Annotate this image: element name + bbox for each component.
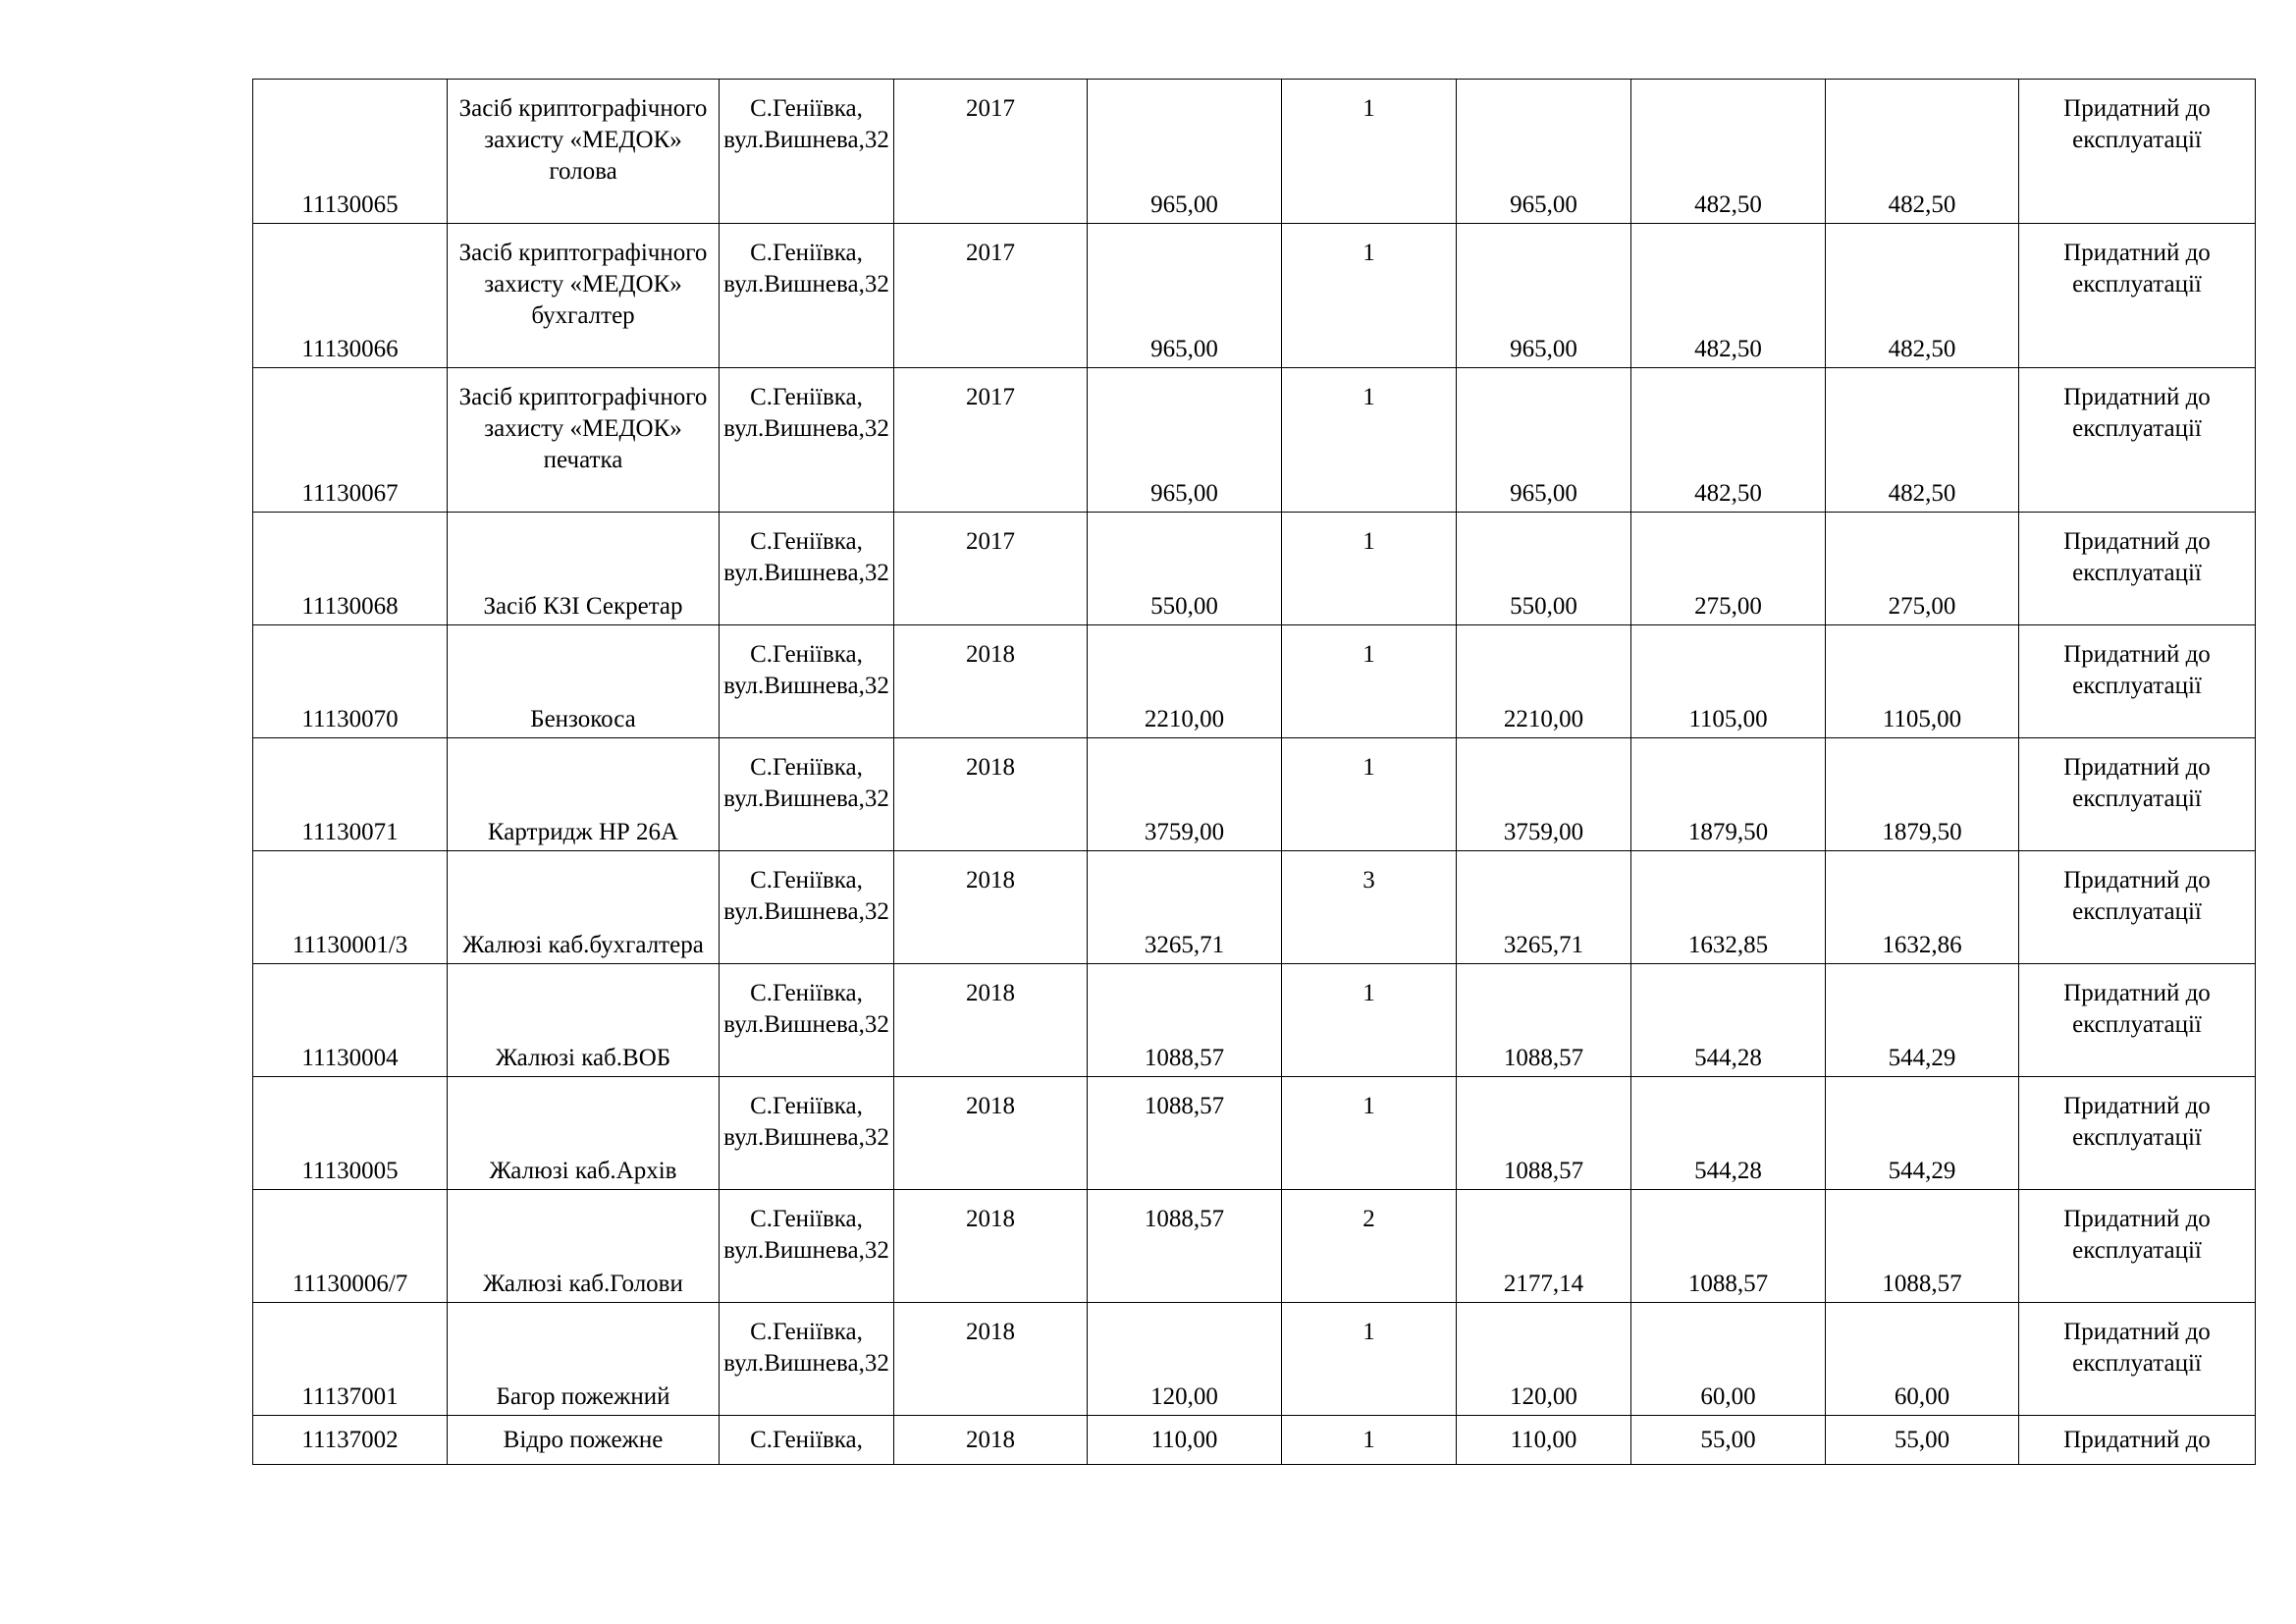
- year-cell: 2017: [894, 513, 1088, 625]
- year-cell: 2017: [894, 80, 1088, 224]
- condition-status-cell: Придатний до експлуатації: [2019, 1190, 2256, 1303]
- address-cell: С.Геніївка, вул.Вишнева,32: [720, 964, 894, 1077]
- year-cell: 2018: [894, 1416, 1088, 1465]
- total-value-cell: 3759,00: [1457, 738, 1631, 851]
- condition-status-cell: Придатний до експлуатації: [2019, 1303, 2256, 1416]
- year-cell: 2018: [894, 1190, 1088, 1303]
- table-row: [253, 738, 2256, 851]
- total-value-cell: 1088,57: [1457, 964, 1631, 1077]
- condition-status-cell: Придатний до експлуатації: [2019, 80, 2256, 224]
- depreciation-cell: 482,50: [1631, 80, 1826, 224]
- address-cell: С.Геніївка, вул.Вишнева,32: [720, 368, 894, 513]
- unit-price-cell: 3759,00: [1088, 738, 1282, 851]
- item-name-cell: Багор пожежний: [448, 1303, 720, 1416]
- address-cell: С.Геніївка, вул.Вишнева,32: [720, 1077, 894, 1190]
- inventory-number-cell: 11130005: [253, 1077, 448, 1190]
- address-cell: С.Геніївка, вул.Вишнева,32: [720, 1303, 894, 1416]
- year-cell: 2017: [894, 368, 1088, 513]
- unit-price-cell: 110,00: [1088, 1416, 1282, 1465]
- total-value-cell: 965,00: [1457, 224, 1631, 368]
- address-cell: С.Геніївка,: [720, 1416, 894, 1465]
- item-name-cell: Відро пожежне: [448, 1416, 720, 1465]
- total-value-cell: 2210,00: [1457, 625, 1631, 738]
- inventory-table: [252, 79, 2256, 1465]
- condition-status-cell: Придатний до експлуатації: [2019, 738, 2256, 851]
- unit-price-cell: 1088,57: [1088, 964, 1282, 1077]
- address-cell: С.Геніївка, вул.Вишнева,32: [720, 738, 894, 851]
- table-row: [253, 1190, 2256, 1303]
- quantity-cell: 1: [1282, 224, 1457, 368]
- residual-value-cell: 1105,00: [1826, 625, 2019, 738]
- condition-status-cell: Придатний до експлуатації: [2019, 1077, 2256, 1190]
- inventory-number-cell: 11130070: [253, 625, 448, 738]
- inventory-number-cell: 11130071: [253, 738, 448, 851]
- table-row: [253, 1416, 2256, 1465]
- depreciation-cell: 544,28: [1631, 964, 1826, 1077]
- unit-price-cell: 120,00: [1088, 1303, 1282, 1416]
- unit-price-cell: 1088,57: [1088, 1190, 1282, 1303]
- residual-value-cell: 55,00: [1826, 1416, 2019, 1465]
- depreciation-cell: 1879,50: [1631, 738, 1826, 851]
- quantity-cell: 2: [1282, 1190, 1457, 1303]
- year-cell: 2018: [894, 964, 1088, 1077]
- unit-price-cell: 965,00: [1088, 368, 1282, 513]
- address-cell: С.Геніївка, вул.Вишнева,32: [720, 224, 894, 368]
- quantity-cell: 1: [1282, 1303, 1457, 1416]
- year-cell: 2018: [894, 851, 1088, 964]
- table-row: [253, 851, 2256, 964]
- quantity-cell: 1: [1282, 1077, 1457, 1190]
- residual-value-cell: 1088,57: [1826, 1190, 2019, 1303]
- depreciation-cell: 1088,57: [1631, 1190, 1826, 1303]
- condition-status-cell: Придатний до експлуатації: [2019, 368, 2256, 513]
- address-cell: С.Геніївка, вул.Вишнева,32: [720, 1190, 894, 1303]
- unit-price-cell: 550,00: [1088, 513, 1282, 625]
- total-value-cell: 1088,57: [1457, 1077, 1631, 1190]
- table-row: [253, 513, 2256, 625]
- depreciation-cell: 55,00: [1631, 1416, 1826, 1465]
- unit-price-cell: 965,00: [1088, 224, 1282, 368]
- residual-value-cell: 544,29: [1826, 964, 2019, 1077]
- total-value-cell: 120,00: [1457, 1303, 1631, 1416]
- item-name-cell: Жалюзі каб.ВОБ: [448, 964, 720, 1077]
- quantity-cell: 1: [1282, 1416, 1457, 1465]
- residual-value-cell: 482,50: [1826, 368, 2019, 513]
- year-cell: 2018: [894, 625, 1088, 738]
- condition-status-cell: Придатний до експлуатації: [2019, 625, 2256, 738]
- item-name-cell: Засіб криптографічного захисту «МЕДОК» печатка: [448, 368, 720, 513]
- total-value-cell: 110,00: [1457, 1416, 1631, 1465]
- depreciation-cell: 60,00: [1631, 1303, 1826, 1416]
- table-row: [253, 964, 2256, 1077]
- address-cell: С.Геніївка, вул.Вишнева,32: [720, 513, 894, 625]
- condition-status-cell: Придатний до експлуатації: [2019, 513, 2256, 625]
- inventory-number-cell: 11130065: [253, 80, 448, 224]
- residual-value-cell: 275,00: [1826, 513, 2019, 625]
- inventory-number-cell: 11137002: [253, 1416, 448, 1465]
- quantity-cell: 3: [1282, 851, 1457, 964]
- quantity-cell: 1: [1282, 513, 1457, 625]
- total-value-cell: 965,00: [1457, 80, 1631, 224]
- item-name-cell: Засіб криптографічного захисту «МЕДОК» голова: [448, 80, 720, 224]
- residual-value-cell: 60,00: [1826, 1303, 2019, 1416]
- depreciation-cell: 544,28: [1631, 1077, 1826, 1190]
- residual-value-cell: 482,50: [1826, 224, 2019, 368]
- inventory-number-cell: 11130067: [253, 368, 448, 513]
- depreciation-cell: 1105,00: [1631, 625, 1826, 738]
- residual-value-cell: 1879,50: [1826, 738, 2019, 851]
- quantity-cell: 1: [1282, 368, 1457, 513]
- table-row: [253, 1077, 2256, 1190]
- inventory-number-cell: 11130001/3: [253, 851, 448, 964]
- condition-status-cell: Придатний до: [2019, 1416, 2256, 1465]
- quantity-cell: 1: [1282, 80, 1457, 224]
- total-value-cell: 550,00: [1457, 513, 1631, 625]
- year-cell: 2018: [894, 1077, 1088, 1190]
- inventory-number-cell: 11130066: [253, 224, 448, 368]
- quantity-cell: 1: [1282, 964, 1457, 1077]
- table-row: [253, 625, 2256, 738]
- unit-price-cell: 2210,00: [1088, 625, 1282, 738]
- depreciation-cell: 1632,85: [1631, 851, 1826, 964]
- inventory-number-cell: 11137001: [253, 1303, 448, 1416]
- unit-price-cell: 1088,57: [1088, 1077, 1282, 1190]
- address-cell: С.Геніївка, вул.Вишнева,32: [720, 80, 894, 224]
- inventory-number-cell: 11130004: [253, 964, 448, 1077]
- address-cell: С.Геніївка, вул.Вишнева,32: [720, 851, 894, 964]
- quantity-cell: 1: [1282, 625, 1457, 738]
- inventory-number-cell: 11130068: [253, 513, 448, 625]
- condition-status-cell: Придатний до експлуатації: [2019, 224, 2256, 368]
- residual-value-cell: 1632,86: [1826, 851, 2019, 964]
- depreciation-cell: 482,50: [1631, 368, 1826, 513]
- inventory-number-cell: 11130006/7: [253, 1190, 448, 1303]
- total-value-cell: 965,00: [1457, 368, 1631, 513]
- total-value-cell: 2177,14: [1457, 1190, 1631, 1303]
- unit-price-cell: 965,00: [1088, 80, 1282, 224]
- unit-price-cell: 3265,71: [1088, 851, 1282, 964]
- table-row: [253, 1303, 2256, 1416]
- quantity-cell: 1: [1282, 738, 1457, 851]
- total-value-cell: 3265,71: [1457, 851, 1631, 964]
- item-name-cell: Засіб КЗІ Секретар: [448, 513, 720, 625]
- item-name-cell: Жалюзі каб.Архів: [448, 1077, 720, 1190]
- year-cell: 2018: [894, 738, 1088, 851]
- item-name-cell: Засіб криптографічного захисту «МЕДОК» бухгалтер: [448, 224, 720, 368]
- depreciation-cell: 482,50: [1631, 224, 1826, 368]
- item-name-cell: Жалюзі каб.бухгалтера: [448, 851, 720, 964]
- item-name-cell: Жалюзі каб.Голови: [448, 1190, 720, 1303]
- depreciation-cell: 275,00: [1631, 513, 1826, 625]
- condition-status-cell: Придатний до експлуатації: [2019, 851, 2256, 964]
- table-row: [253, 80, 2256, 224]
- table-row: [253, 224, 2256, 368]
- item-name-cell: Бензокоса: [448, 625, 720, 738]
- year-cell: 2018: [894, 1303, 1088, 1416]
- residual-value-cell: 482,50: [1826, 80, 2019, 224]
- residual-value-cell: 544,29: [1826, 1077, 2019, 1190]
- item-name-cell: Картридж НР 26А: [448, 738, 720, 851]
- address-cell: С.Геніївка, вул.Вишнева,32: [720, 625, 894, 738]
- inventory-table-body: [253, 80, 2256, 1465]
- year-cell: 2017: [894, 224, 1088, 368]
- table-row: [253, 368, 2256, 513]
- condition-status-cell: Придатний до експлуатації: [2019, 964, 2256, 1077]
